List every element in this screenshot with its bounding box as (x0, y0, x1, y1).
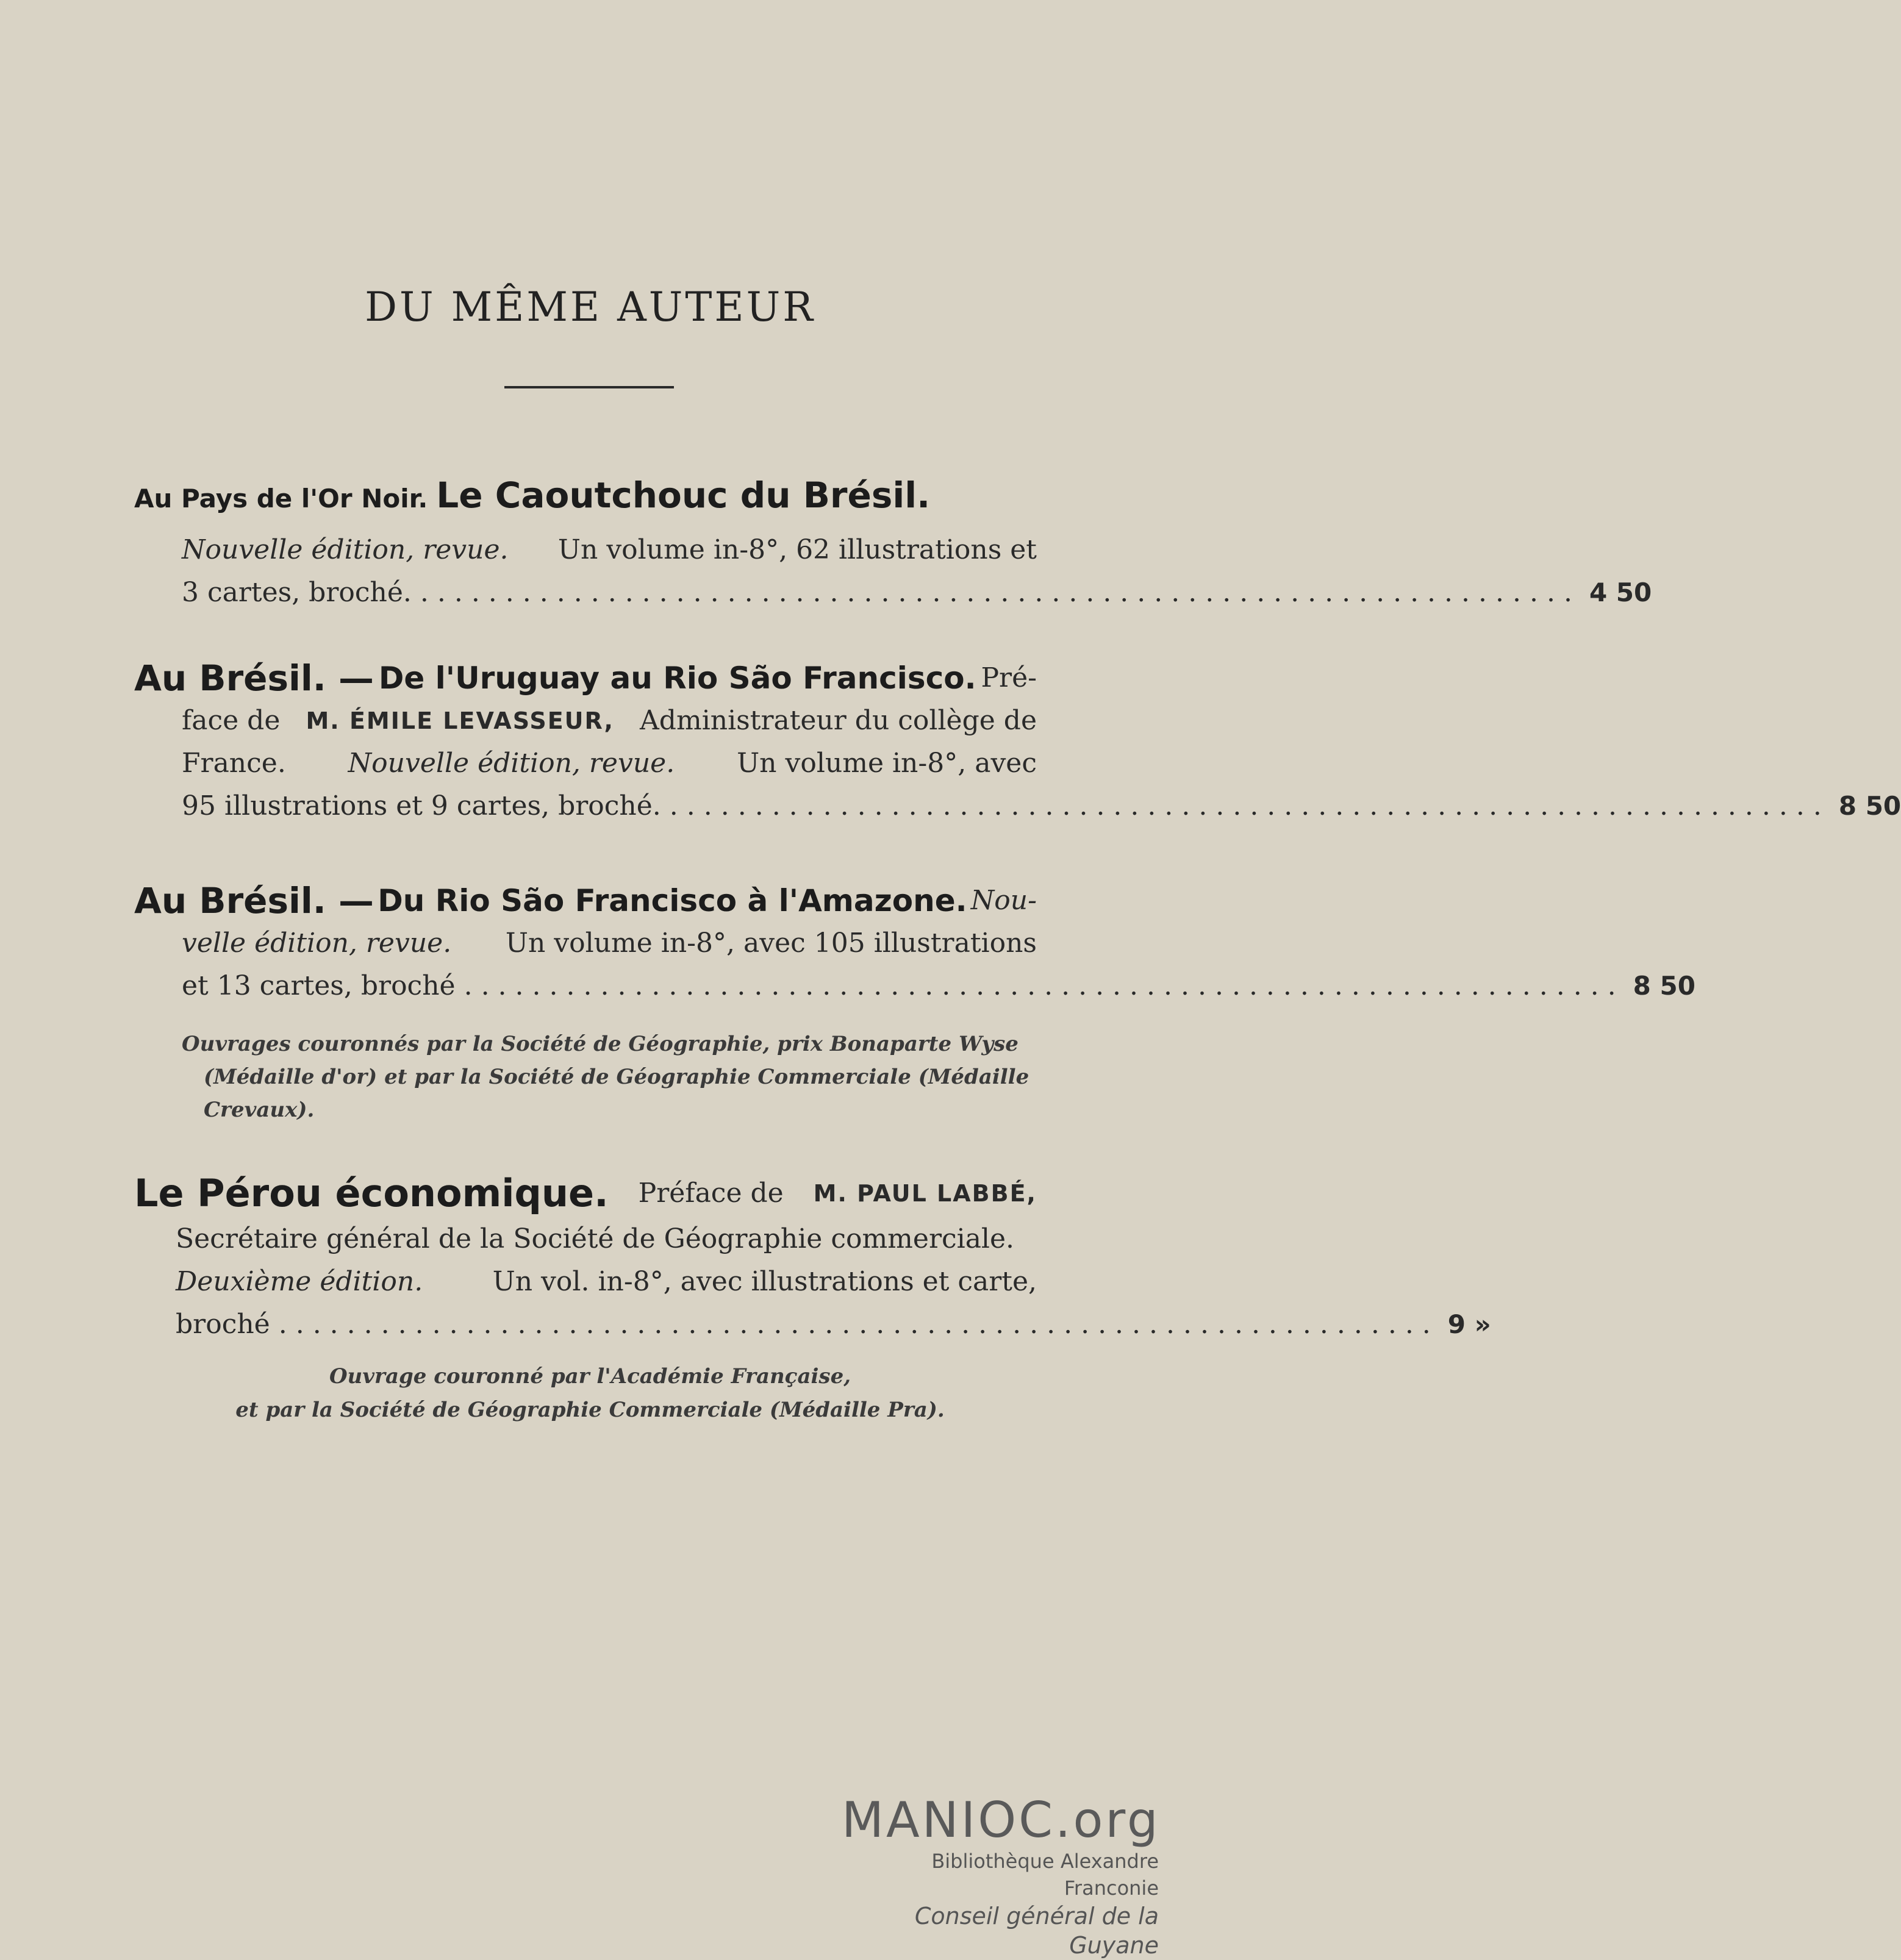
page-heading: DU MÊME AUTEUR (365, 284, 815, 331)
price: 9 » (1447, 1309, 1491, 1339)
dot-leader: .................................................................... (420, 577, 1581, 608)
dot-leader: .................................................................... (669, 790, 1830, 821)
library-name: Bibliothèque Alexandre Franconie (931, 1850, 1159, 1900)
price-line (182, 573, 1652, 612)
format-text: broché (176, 1309, 270, 1340)
dot-leader: .................................................................... (278, 1309, 1439, 1340)
entry-description-line (182, 924, 1037, 963)
price: 4 50 (1589, 578, 1652, 607)
price-line (182, 967, 1695, 1006)
preface-author: M. ÉMILE LEVASSEUR, (306, 707, 614, 734)
award-note-line: Ouvrages couronnés par la Société de Géographie, prix Bonaparte Wyse (182, 1032, 1019, 1056)
heading-rule (504, 386, 674, 388)
price: 8 50 (1838, 791, 1901, 821)
council-name: Conseil général de la Guyane (914, 1903, 1159, 1959)
price-line (182, 787, 1901, 826)
entry-title-tail: Pré- (981, 662, 1037, 693)
format-text: et 13 cartes, broché (182, 970, 456, 1001)
entry-title: De l'Uruguay au Rio São Francisco. (378, 660, 976, 696)
entry-title-prefix: Au Pays de l'Or Noir. (134, 484, 428, 513)
author-role: Administrateur du collège de (640, 705, 1037, 736)
edition-text: Nouvelle édition, revue. (182, 534, 509, 565)
price-line (176, 1305, 1491, 1344)
entry-title-line (134, 476, 1037, 515)
manioc-logo: MANIOC.org (842, 1792, 1161, 1848)
dot-leader: .................................................................... (464, 970, 1625, 1001)
entry-title: Le Pérou économique. (134, 1171, 609, 1215)
award-note-line: et par la Société de Géographie Commerciale (Médaille Pra). (235, 1398, 945, 1422)
format-text: 3 cartes, broché. (182, 577, 412, 608)
entry-description-line (182, 701, 1037, 740)
manioc-watermark (842, 1793, 1159, 1960)
entry-description-line (176, 1220, 1037, 1259)
volume-text: Un vol. in-8°, avec illustrations et carte, (492, 1266, 1037, 1297)
volume-text: Un volume in-8°, avec 105 illustrations (505, 928, 1037, 959)
entry-title-line (134, 881, 1037, 920)
preface-text: face de (182, 705, 281, 736)
entry-description-line (182, 531, 1037, 570)
award-note-line: Crevaux). (204, 1098, 315, 1122)
entry-title-prefix: Au Brésil. — (134, 880, 374, 921)
format-text: 95 illustrations et 9 cartes, broché. (182, 790, 661, 821)
entry-description-line (176, 1262, 1037, 1301)
entry-description-line (182, 744, 1037, 783)
entry-title-tail: Nou- (970, 885, 1037, 916)
edition-text: velle édition, revue. (182, 928, 452, 959)
author-role: Secrétaire général de la Société de Géographie commerciale. (176, 1223, 1015, 1254)
award-note-line: Ouvrage couronné par l'Académie Française, (329, 1364, 851, 1389)
price: 8 50 (1633, 971, 1695, 1001)
entry-title-line (134, 1171, 1037, 1215)
volume-text: Un volume in-8°, 62 illustrations et (557, 534, 1037, 565)
entry-title-prefix: Au Brésil. — (134, 657, 374, 699)
country-text: France. (182, 748, 286, 779)
entry-title: Le Caoutchouc du Brésil. (436, 474, 931, 516)
award-note-line: (Médaille d'or) et par la Société de Géographie Commerciale (Médaille (204, 1065, 1029, 1089)
preface-author: M. PAUL LABBÉ, (813, 1180, 1037, 1207)
edition-text: Nouvelle édition, revue. (348, 748, 675, 779)
edition-text: Deuxième édition. (176, 1266, 423, 1297)
entry-title: Du Rio São Francisco à l'Amazone. (378, 883, 967, 918)
volume-text: Un volume in-8°, avec (737, 748, 1037, 779)
preface-text: Préface de (638, 1178, 784, 1209)
entry-title-line (134, 659, 1037, 698)
